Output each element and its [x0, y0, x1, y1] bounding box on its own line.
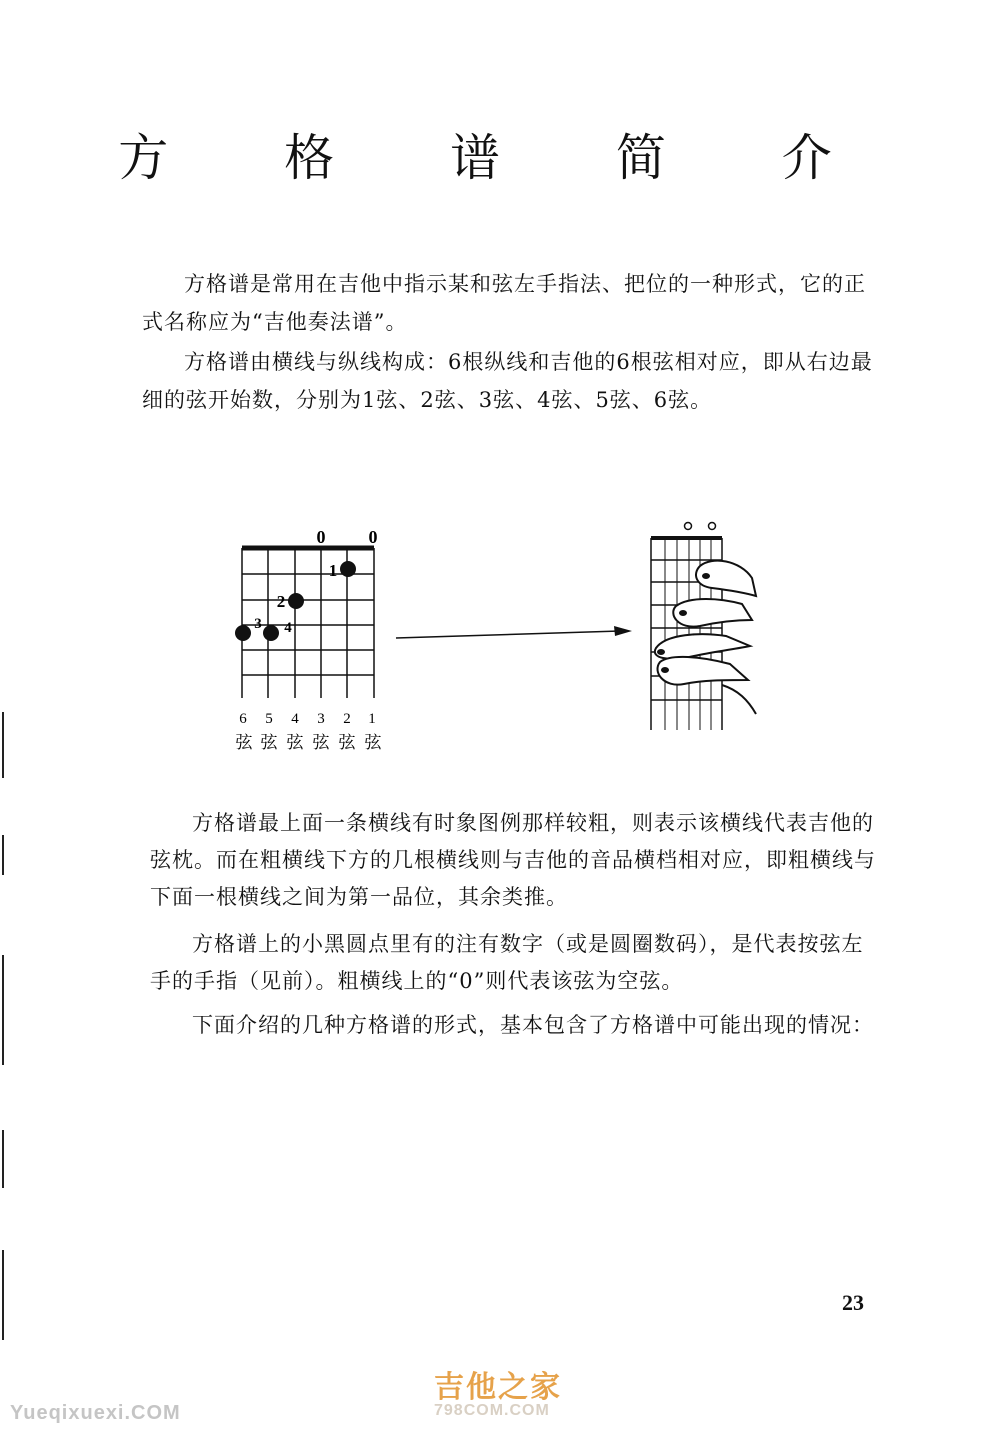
page-title: 方 格 谱 简 介	[118, 129, 882, 187]
finger-dot	[288, 593, 304, 609]
scan-edge-mark	[2, 712, 4, 778]
scan-edge-mark	[2, 835, 4, 875]
paragraph-dots: 方格谱上的小黑圆点里有的注有数字（或是圆圈数码），是代表按弦左手的手指（见前）。粗横线上的“0”则代表该弦为空弦。	[150, 932, 864, 993]
string-label: 弦	[364, 733, 382, 752]
finger-dot	[235, 625, 251, 641]
paragraph-structure: 方格谱由横线与纵线构成：6根纵线和吉他的6根弦相对应，即从右边最细的弦开始数，分别为1弦、2弦、3弦、4弦、5弦、6弦。	[142, 350, 873, 412]
open-string-mark: 0	[316, 527, 326, 547]
string-label: 弦	[312, 733, 330, 752]
string-label: 弦	[260, 733, 278, 752]
string-label: 弦	[286, 733, 304, 752]
paragraph-nut: 方格谱最上面一条横线有时象图例那样较粗，则表示该横线代表吉他的弦枕。而在粗横线下方的几根横线则与吉他的音品横档相对应，即粗横线与下面一根横线之间为第一品位，其余类推。	[150, 811, 876, 909]
finger-number: 4	[284, 620, 292, 636]
finger-number: 1	[328, 561, 338, 580]
string-number: 4	[291, 711, 299, 727]
scan-edge-mark	[2, 1250, 4, 1340]
string-label: 弦	[235, 733, 253, 752]
string-number: 1	[368, 711, 376, 727]
page-number: 23	[842, 1290, 864, 1315]
watermark-url[interactable]: Yueqixuexi.COM	[10, 1402, 181, 1424]
paragraph-forms: 下面介绍的几种方格谱的形式，基本包含了方格谱中可能出现的情况：	[192, 1013, 874, 1037]
finger-number: 3	[254, 616, 262, 632]
finger-dot	[263, 625, 279, 641]
finger-number: 2	[276, 592, 286, 611]
paragraph-intro: 方格谱是常用在吉他中指示某和弦左手指法、把位的一种形式，它的正式名称应为“吉他奏法谱”。	[142, 272, 866, 334]
finger-dot	[340, 561, 356, 577]
string-label: 弦	[338, 733, 356, 752]
watermark-site: 798COM.COM	[434, 1402, 550, 1419]
scan-edge-mark	[2, 955, 4, 1065]
string-number: 2	[343, 711, 351, 727]
scan-edge-mark	[2, 1130, 4, 1188]
string-number: 5	[265, 711, 273, 727]
open-string-mark: 0	[368, 527, 378, 547]
arrow-icon	[396, 626, 632, 638]
guitar-hand-illustration	[651, 523, 756, 731]
string-number: 6	[239, 711, 247, 727]
string-number: 3	[317, 711, 325, 727]
watermark-brand: 吉他之家	[434, 1370, 562, 1405]
